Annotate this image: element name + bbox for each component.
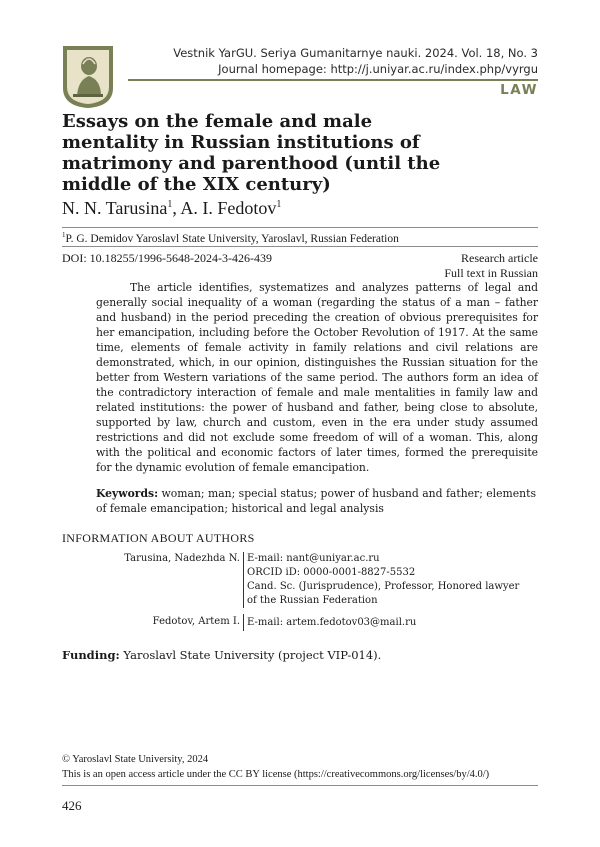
article-title: Essays on the female and male mentality in Russian institutions of matrimony and parenthood (until the middle of the XIX century) xyxy=(62,111,441,195)
article-language-label: Full text in Russian xyxy=(444,266,538,280)
funding-text: Yaroslavl State University (project VIP-014). xyxy=(119,648,382,662)
author-info-divider xyxy=(243,552,244,608)
authors-info-heading: INFORMATION ABOUT AUTHORS xyxy=(62,531,255,545)
author-info-divider xyxy=(243,614,244,631)
section-label: LAW xyxy=(500,82,538,98)
keywords-label: Keywords: xyxy=(96,487,159,500)
author-orcid[interactable]: ORCID iD: 0000-0001-8827-5532 xyxy=(247,567,416,578)
author-affiliation-mark: 1 xyxy=(276,199,282,210)
divider xyxy=(62,246,538,247)
footer-divider xyxy=(62,785,538,786)
journal-citation: Vestnik YarGU. Seriya Gumanitarnye nauki. 2024. Vol. 18, No. 3 xyxy=(173,46,538,60)
article-type xyxy=(444,251,538,281)
journal-homepage-link[interactable]: Journal homepage: http://j.uniyar.ac.ru/index.php/vyrgu xyxy=(218,62,538,76)
funding-label: Funding: xyxy=(62,648,120,662)
author-name: A. I. Fedotov xyxy=(180,198,277,218)
page-number: 426 xyxy=(62,798,82,813)
article-type-label: Research article xyxy=(461,251,538,265)
author-list xyxy=(62,198,281,219)
author-separator: , xyxy=(172,198,181,218)
author-info-details xyxy=(247,616,537,630)
author-email[interactable]: E-mail: nant@uniyar.ac.ru xyxy=(247,553,380,564)
keywords-text: woman; man; special status; power of husband and father; elements of female emancipation; historical and legal analysis xyxy=(96,487,536,515)
abstract-text: The article identifies, systematizes and analyzes patterns of legal and generally social inequality of a woman (regarding the status of a man – father and husband) in the period preceding the creation of obvious prerequisites for her emancipation, including before the October Revolution of 1917. At the same time, elements of female activity in family relations and civil relations are demonstrated, which, in our opinion, distinguishes the Russian situation for the better from Western variations of the same period. The authors form an idea of the contradictory interaction of female and male mentalities in family law and related institutions: the power of husband and father, being close to absolute, supported by law, church and custom, even in the era under study assumed restrictions and did not exclude some freedom of will of a woman. This, along with the political and economic factors of later times, formed the prerequisite for the dynamic evolution of female emancipation. xyxy=(96,281,538,474)
author-info-details xyxy=(247,552,537,608)
keywords xyxy=(96,486,538,516)
affiliation-mark: 1 xyxy=(62,231,66,239)
footer xyxy=(62,752,489,782)
author-affiliation-mark: 1 xyxy=(167,199,173,210)
author-degree: Cand. Sc. (Jurisprudence), Professor, Honored lawyer xyxy=(247,581,520,592)
journal-logo-icon xyxy=(61,44,115,110)
header-divider xyxy=(128,79,538,81)
author-info-name: Tarusina, Nadezhda N. xyxy=(124,553,240,564)
affiliation xyxy=(62,231,399,245)
author-name: N. N. Tarusina xyxy=(62,198,168,218)
journal-header xyxy=(173,45,538,77)
affiliation-text: P. G. Demidov Yaroslavl State University, Yaroslavl, Russian Federation xyxy=(65,232,399,245)
author-info-name: Fedotov, Artem I. xyxy=(152,616,240,627)
funding xyxy=(62,648,381,662)
doi-link[interactable]: DOI: 10.18255/1996-5648-2024-3-426-439 xyxy=(62,251,272,265)
author-degree-cont: of the Russian Federation xyxy=(247,595,378,606)
copyright: © Yaroslavl State University, 2024 xyxy=(62,754,209,765)
author-email[interactable]: E-mail: artem.fedotov03@mail.ru xyxy=(247,617,417,628)
license-notice: This is an open access article under the CC BY license (https://creativecommons.org/licenses/by/4.0/) xyxy=(62,769,490,780)
divider xyxy=(62,227,538,228)
